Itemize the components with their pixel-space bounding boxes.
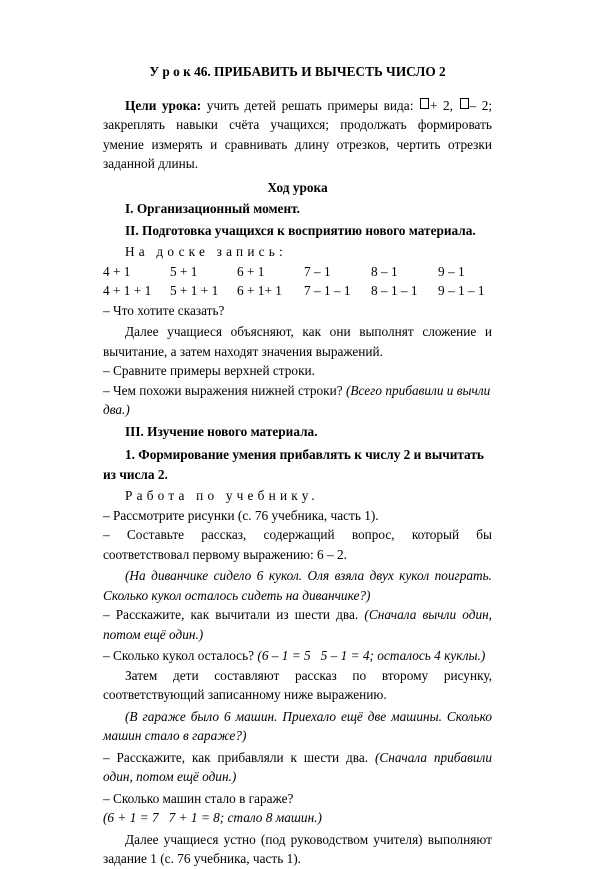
section-3-heading: III. Изучение нового материала. [125, 423, 318, 439]
board-expression: 5 + 1 [170, 263, 198, 279]
goals-label: Цели урока: [125, 97, 202, 113]
board-expression: 9 – 1 [438, 263, 465, 279]
line-3-answer: (Сначала вычли один, потом ещё один.) [103, 607, 493, 642]
board-expressions [103, 262, 485, 301]
section-1-heading: I. Организационный момент. [125, 201, 300, 216]
textbook-label: Работа по учебнику. [125, 488, 319, 503]
line-3-text: – Расскажите, как вычитали из шести два. [103, 607, 359, 622]
board-expression: 8 – 1 [371, 263, 398, 279]
line-3 [103, 605, 492, 644]
board-expression: 4 + 1 [103, 263, 131, 279]
lesson-page [103, 62, 492, 869]
lesson-goals [103, 96, 492, 174]
section-2-heading: II. Подготовка учащихся к восприятию нового материала. [125, 222, 476, 238]
board-row-bottom [103, 281, 485, 301]
line-4-answer: (6 – 1 = 5 5 – 1 = 4; осталось 4 куклы.) [257, 648, 486, 663]
board-expression: 7 – 1 [304, 263, 331, 279]
line-6-text: – Сколько машин стало в гараже? [103, 790, 294, 806]
line-4 [103, 646, 492, 666]
question-3-text: – Чем похожи выражения нижней строки? [103, 382, 343, 398]
empty-box-icon [420, 98, 429, 109]
lesson-title: У р о к 46. ПРИБАВИТЬ И ВЫЧЕСТЬ ЧИСЛО 2 [149, 64, 446, 79]
paragraph-2: Затем дети составляют рассказ по второму рисунку, соответствующий записанному ниже выражению. [103, 667, 492, 702]
board-row-top [103, 262, 485, 282]
goals-form1: + 2, [429, 97, 453, 113]
board-expression: 4 + 1 + 1 [103, 283, 152, 298]
line-6 [103, 789, 492, 828]
subsection-1-heading: 1. Формирование умения прибавлять к числу 2 и вычитать из числа 2. [103, 447, 484, 482]
paragraph-1: Далее учащиеся объясняют, как они выполнят сложение и вычитание, а затем находят значения выражений. [103, 324, 492, 359]
line-1: – Рассмотрите рисунки (с. 76 учебника, часть 1). [103, 507, 379, 523]
question-2: – Сравните примеры верхней строки. [103, 363, 315, 378]
empty-box-icon [460, 98, 469, 109]
board-expression: 7 – 1 – 1 [304, 283, 351, 298]
answer-1: (На диванчике сидело 6 кукол. Оля взяла двух кукол поиграть. Сколько кукол осталось сидеть на диванчике?) [103, 568, 492, 603]
board-expression: 6 + 1+ 1 [237, 283, 282, 298]
course-heading: Ход урока [267, 179, 328, 195]
line-2: – Составьте рассказ, содержащий вопрос, который бы соответствовал первому выражению: 6 – 2. [103, 527, 492, 562]
line-4-text: – Сколько кукол осталось? [103, 648, 255, 663]
paragraph-3: Далее учащиеся устно (под руководством учителя) выполняют задание 1 (с. 76 учебника, часть 1). [103, 831, 492, 866]
line-5-text: – Расскажите, как прибавляли к шести два. [103, 749, 369, 765]
board-expression: 9 – 1 – 1 [438, 283, 485, 298]
question-3 [103, 381, 492, 420]
goals-text-before: учить детей решать примеры вида: [206, 97, 414, 113]
goals-text-after: закреплять навыки счёта учащихся; продолжать формировать умение измерять и сравнивать длину отрезков, чертить отрезки заданной длины. [103, 117, 492, 171]
board-expression: 6 + 1 [237, 263, 265, 279]
board-expression: 8 – 1 – 1 [371, 283, 418, 298]
board-expression: 5 + 1 + 1 [170, 283, 219, 298]
question-3-answer: (Всего прибавили и вычли два.) [103, 382, 491, 417]
answer-2: (В гараже было 6 машин. Приехало ещё две машины. Сколько машин стало в гараже?) [103, 708, 492, 743]
line-5 [103, 748, 492, 787]
line-6-answer: (6 + 1 = 7 7 + 1 = 8; стало 8 машин.) [103, 810, 322, 825]
goals-form2: – 2; [469, 97, 493, 113]
board-label: На доске запись: [125, 244, 287, 259]
question-1: – Что хотите сказать? [103, 302, 225, 318]
line-5-answer: (Сначала прибавили один, потом ещё один.) [103, 749, 492, 784]
